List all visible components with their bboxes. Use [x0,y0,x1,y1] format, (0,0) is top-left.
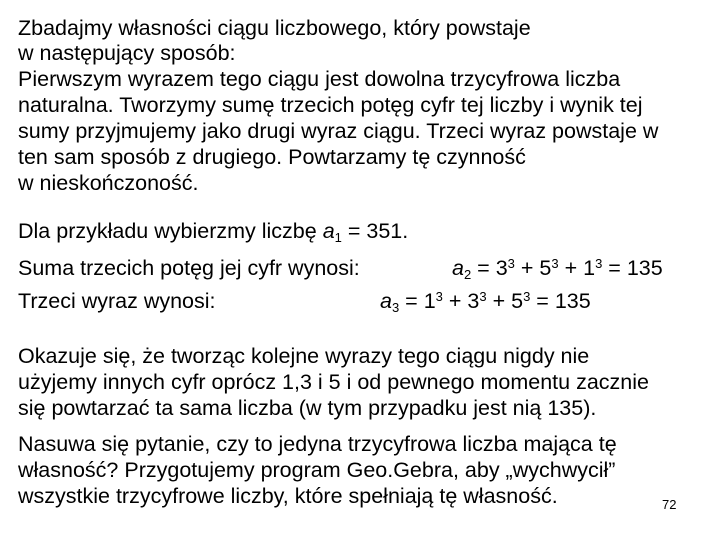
step2-term-3: + 1 [558,256,596,280]
step3-term-3: + 5 [486,289,524,313]
example-var: a [322,219,335,243]
step3-label: Trzeci wyraz wynosi: [18,289,216,313]
conclusion-line-5: własność? Przygotujemy program Geo.Gebra, aby „wychwycił” [18,458,616,482]
step2-exp-3: 3 [595,256,603,271]
step2-var: a [452,256,464,280]
example-line [18,218,408,244]
step2-exp-1: 3 [507,256,515,271]
step3-var: a [380,289,392,313]
step3-exp-2: 3 [479,289,487,304]
step2-sub: 2 [463,267,472,282]
intro-line-3: Pierwszym wyrazem tego ciągu jest dowolna trzycyfrowa liczba [18,67,621,91]
conclusion-line-1: Okazuje się, że tworząc kolejne wyrazy tego ciągu nigdy nie [18,344,590,368]
example-prefix: Dla przykładu wybierzmy liczbę [18,219,323,243]
conclusion-line-6: wszystkie trzycyfrowe liczby, które spełniają tę własność. [18,484,558,508]
intro-line-4: naturalna. Tworzymy sumę trzecich potęg cyfr tej liczby i wynik tej [18,93,643,117]
step3-sub: 3 [391,300,400,315]
step3-result: = 135 [530,289,591,313]
step3-term-2: + 3 [442,289,480,313]
intro-line-5: sumy przyjmujemy jako drugi wyraz ciągu. Trzeci wyraz powstaje w [18,119,659,143]
step3-exp-3: 3 [523,289,531,304]
intro-line-2: w następujący sposób: [18,41,236,65]
step3-eq: = 1 [399,289,436,313]
step2-label: Suma trzecich potęg jej cyfr wynosi: [18,256,360,280]
conclusion-line-3: się powtarzać ta sama liczba (w tym przypadku jest nią 135). [18,396,597,420]
intro-line-7: w nieskończoność. [18,171,199,195]
step2-equation [452,255,663,281]
example-suffix: = 351. [341,219,409,243]
step3-equation [380,288,591,314]
step3-exp-1: 3 [435,289,443,304]
page-number: 72 [662,497,677,512]
intro-line-6: ten sam sposób z drugiego. Powtarzamy tę czynność [18,145,526,169]
step2-exp-2: 3 [551,256,559,271]
example-sub: 1 [334,230,342,245]
conclusion-line-2: użyjemy innych cyfr oprócz 1,3 i 5 i od pewnego momentu zacznie [18,370,649,394]
intro-line-1: Zbadajmy własności ciągu liczbowego, który powstaje [18,16,531,40]
step2-term-2: + 5 [514,256,552,280]
conclusion-line-4: Nasuwa się pytanie, czy to jedyna trzycyfrowa liczba mająca tę [18,432,617,456]
step2-result: = 135 [602,256,663,280]
step2-eq: = 3 [471,256,508,280]
